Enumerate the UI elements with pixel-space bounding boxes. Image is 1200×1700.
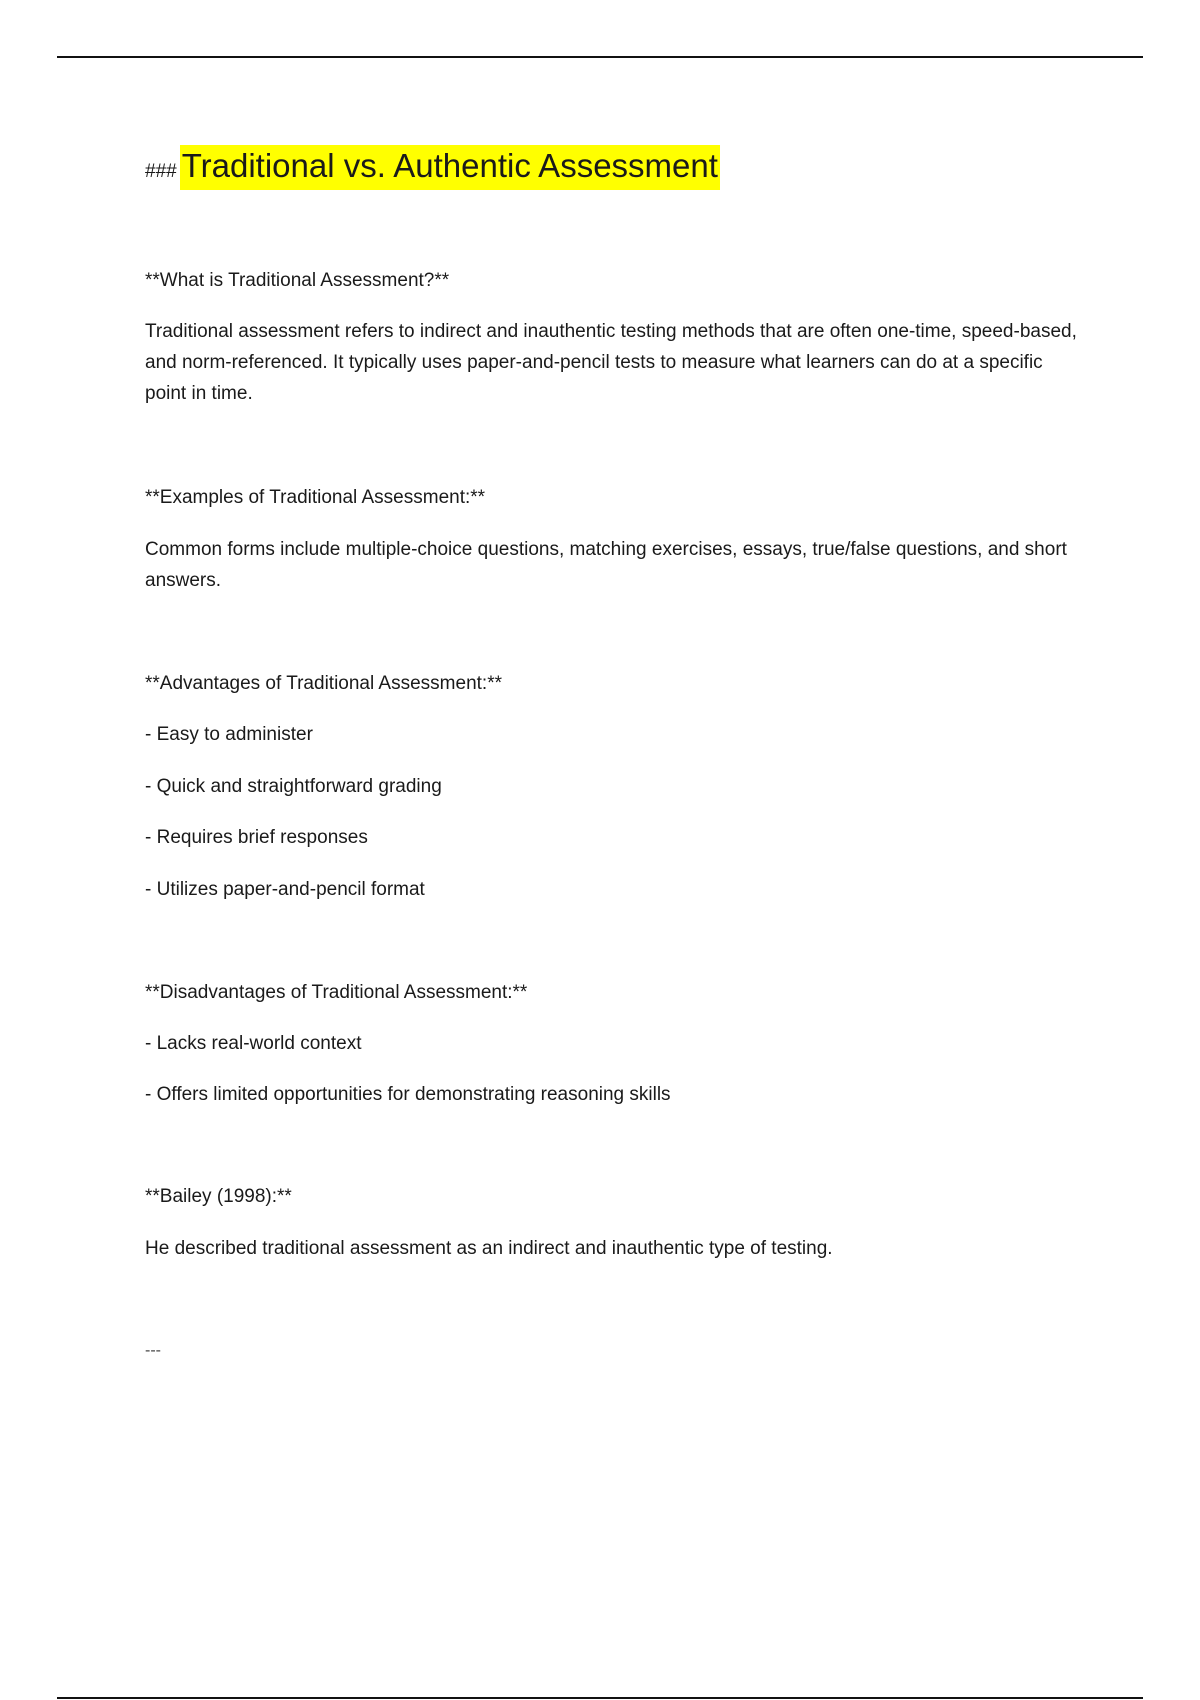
footer-rule	[57, 1697, 1143, 1699]
list-item-advantage: - Utilizes paper-and-pencil format	[145, 879, 425, 900]
paragraph-examples: Common forms include multiple-choice questions, matching exercises, essays, true/false questions, and short answers.	[145, 539, 1067, 591]
paragraph-what-is: Traditional assessment refers to indirect and inauthentic testing methods that are often one-time, speed-based, and norm-referenced. It typically uses paper-and-pencil tests to measure what learners can do at a specific point in time.	[145, 321, 1077, 404]
list-item-disadvantage: - Offers limited opportunities for demonstrating reasoning skills	[145, 1084, 671, 1105]
section-heading-examples: **Examples of Traditional Assessment:**	[145, 487, 486, 508]
list-item-disadvantage: - Lacks real-world context	[145, 1033, 362, 1054]
list-item-advantage: - Quick and straightforward grading	[145, 776, 442, 797]
header-rule	[57, 56, 1143, 58]
list-item-advantage: - Easy to administer	[145, 724, 313, 745]
document-title: Traditional vs. Authentic Assessment	[180, 145, 720, 190]
heading-marker: ###	[145, 161, 177, 182]
section-heading-disadvantages: **Disadvantages of Traditional Assessment:**	[145, 982, 528, 1003]
document-heading	[145, 146, 720, 186]
horizontal-separator: ---	[145, 1342, 161, 1359]
section-heading-advantages: **Advantages of Traditional Assessment:**	[145, 673, 502, 694]
paragraph-bailey: He described traditional assessment as an indirect and inauthentic type of testing.	[145, 1238, 833, 1259]
section-heading-bailey: **Bailey (1998):**	[145, 1186, 292, 1207]
section-heading-what-is: **What is Traditional Assessment?**	[145, 270, 450, 291]
list-item-advantage: - Requires brief responses	[145, 827, 368, 848]
